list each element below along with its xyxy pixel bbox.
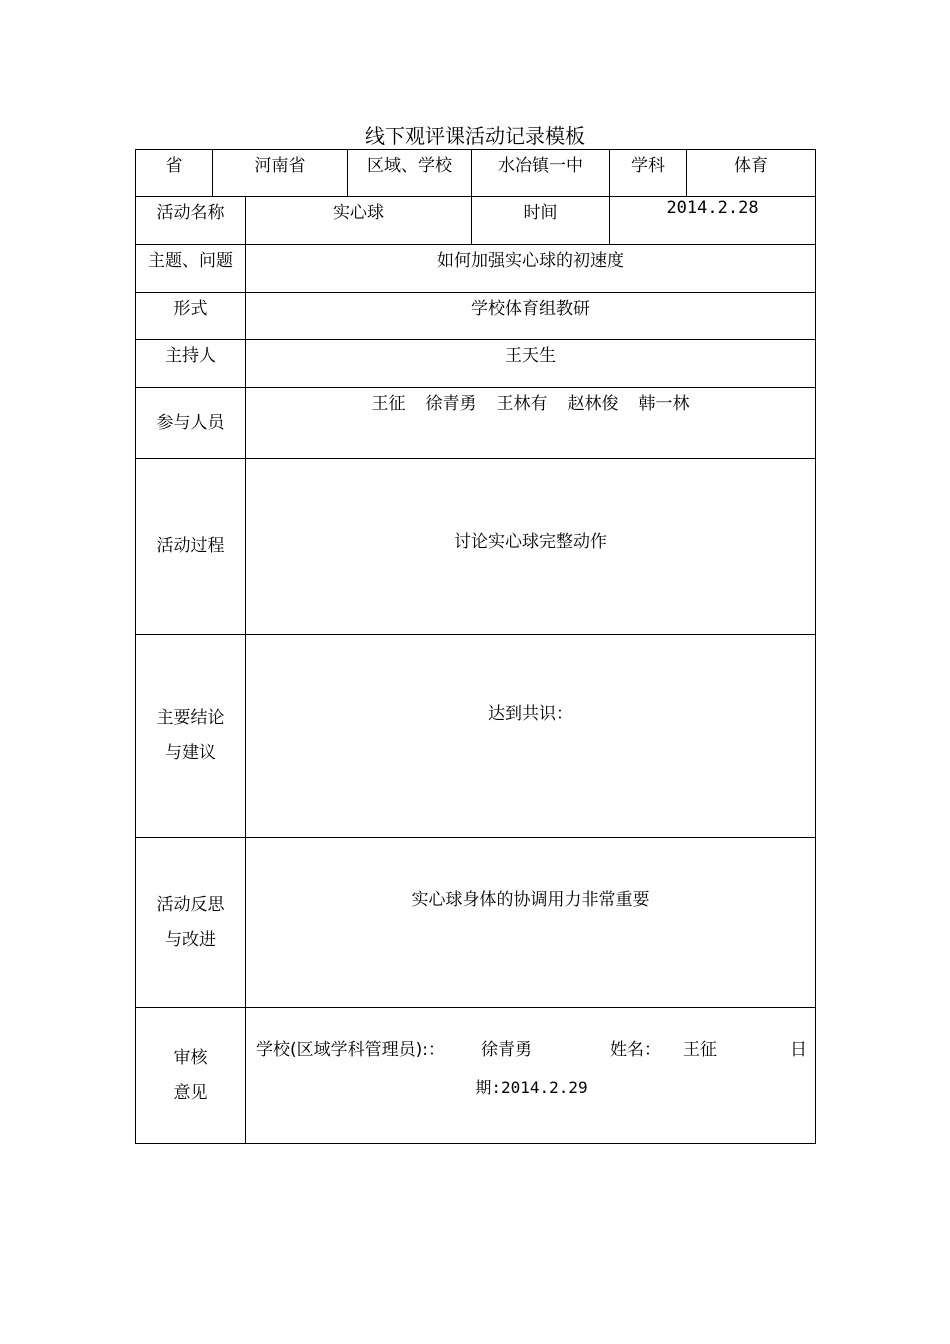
province-label-cell xyxy=(136,150,213,197)
host-label: 主持人 xyxy=(165,346,216,366)
activity-name-value: 实心球 xyxy=(333,203,384,223)
province-value-cell xyxy=(213,150,348,197)
conclusion-label-line2: 与建议 xyxy=(165,743,216,763)
conclusion-value-cell xyxy=(246,635,816,838)
participant-name: 韩一林 xyxy=(638,394,690,414)
review-date: 期:2014.2.29 xyxy=(475,1078,588,1097)
form-row-activity xyxy=(136,197,816,245)
review-label-cell xyxy=(136,1008,246,1144)
process-label-cell xyxy=(136,459,246,635)
subject-label: 学科 xyxy=(631,156,665,176)
form-row-format xyxy=(136,293,816,340)
subject-label-cell xyxy=(610,150,687,197)
host-value: 王天生 xyxy=(505,346,556,366)
review-label-line2: 意见 xyxy=(173,1082,208,1103)
form-row-review xyxy=(136,1008,816,1144)
form-row-reflection xyxy=(136,838,816,1008)
process-label: 活动过程 xyxy=(156,536,225,556)
time-value: 2014.2.28 xyxy=(666,198,759,218)
process-value: 讨论实心球完整动作 xyxy=(454,532,607,552)
form-row-host xyxy=(136,340,816,388)
format-label-cell xyxy=(136,293,246,340)
form-row-process xyxy=(136,459,816,635)
participant-name: 王林有 xyxy=(496,394,548,414)
reflection-label-cell xyxy=(136,838,246,1008)
review-name-value: 王征 xyxy=(683,1040,717,1060)
topic-label-cell xyxy=(136,245,246,293)
time-label: 时间 xyxy=(523,203,558,223)
reflection-value: 实心球身体的协调用力非常重要 xyxy=(411,890,650,910)
participants-label: 参与人员 xyxy=(156,412,225,433)
conclusion-label-line1: 主要结论 xyxy=(156,708,225,728)
host-label-cell xyxy=(136,340,246,388)
reflection-value-cell xyxy=(246,838,816,1008)
format-value: 学校体育组教研 xyxy=(471,299,590,319)
conclusion-value: 达到共识： xyxy=(488,704,573,724)
activity-name-label: 活动名称 xyxy=(156,203,225,223)
review-label-line1: 审核 xyxy=(173,1047,208,1068)
review-school-label: 学校(区域学科管理员):： xyxy=(256,1040,445,1060)
form-row-basic-info xyxy=(136,150,816,197)
time-value-cell xyxy=(610,197,816,245)
record-form-table xyxy=(135,149,816,1144)
activity-name-label-cell xyxy=(136,197,246,245)
participants-label-cell xyxy=(136,388,246,459)
participant-name: 赵林俊 xyxy=(567,394,619,414)
process-value-cell xyxy=(246,459,816,635)
participant-name: 徐青勇 xyxy=(425,394,477,414)
review-school-value: 徐青勇 xyxy=(481,1040,532,1060)
topic-label: 主题、问题 xyxy=(148,251,233,271)
activity-name-value-cell xyxy=(246,197,472,245)
topic-value-cell xyxy=(246,245,816,293)
conclusion-label-cell xyxy=(136,635,246,838)
format-value-cell xyxy=(246,293,816,340)
reflection-label-line1: 活动反思 xyxy=(156,894,225,915)
review-value-cell xyxy=(246,1008,816,1144)
region-value-cell xyxy=(472,150,610,197)
topic-value: 如何加强实心球的初速度 xyxy=(437,251,624,271)
province-value: 河南省 xyxy=(254,156,306,176)
format-label: 形式 xyxy=(173,299,208,319)
form-row-participants xyxy=(136,388,816,459)
province-label: 省 xyxy=(165,156,183,176)
review-date-char: 日 xyxy=(790,1040,807,1060)
subject-value-cell xyxy=(687,150,816,197)
region-label: 区域、学校 xyxy=(367,156,452,176)
participant-name: 王征 xyxy=(371,394,406,414)
host-value-cell xyxy=(246,340,816,388)
subject-value: 体育 xyxy=(734,156,768,176)
review-name-label: 姓名： xyxy=(610,1040,661,1060)
region-value: 水冶镇一中 xyxy=(498,156,583,176)
form-row-topic xyxy=(136,245,816,293)
region-label-cell xyxy=(348,150,472,197)
reflection-label-line2: 与改进 xyxy=(165,929,216,950)
form-row-conclusion xyxy=(136,635,816,838)
page-title: 线下观评课活动记录模板 xyxy=(365,124,585,148)
time-label-cell xyxy=(472,197,610,245)
participants-value-cell xyxy=(246,388,816,459)
